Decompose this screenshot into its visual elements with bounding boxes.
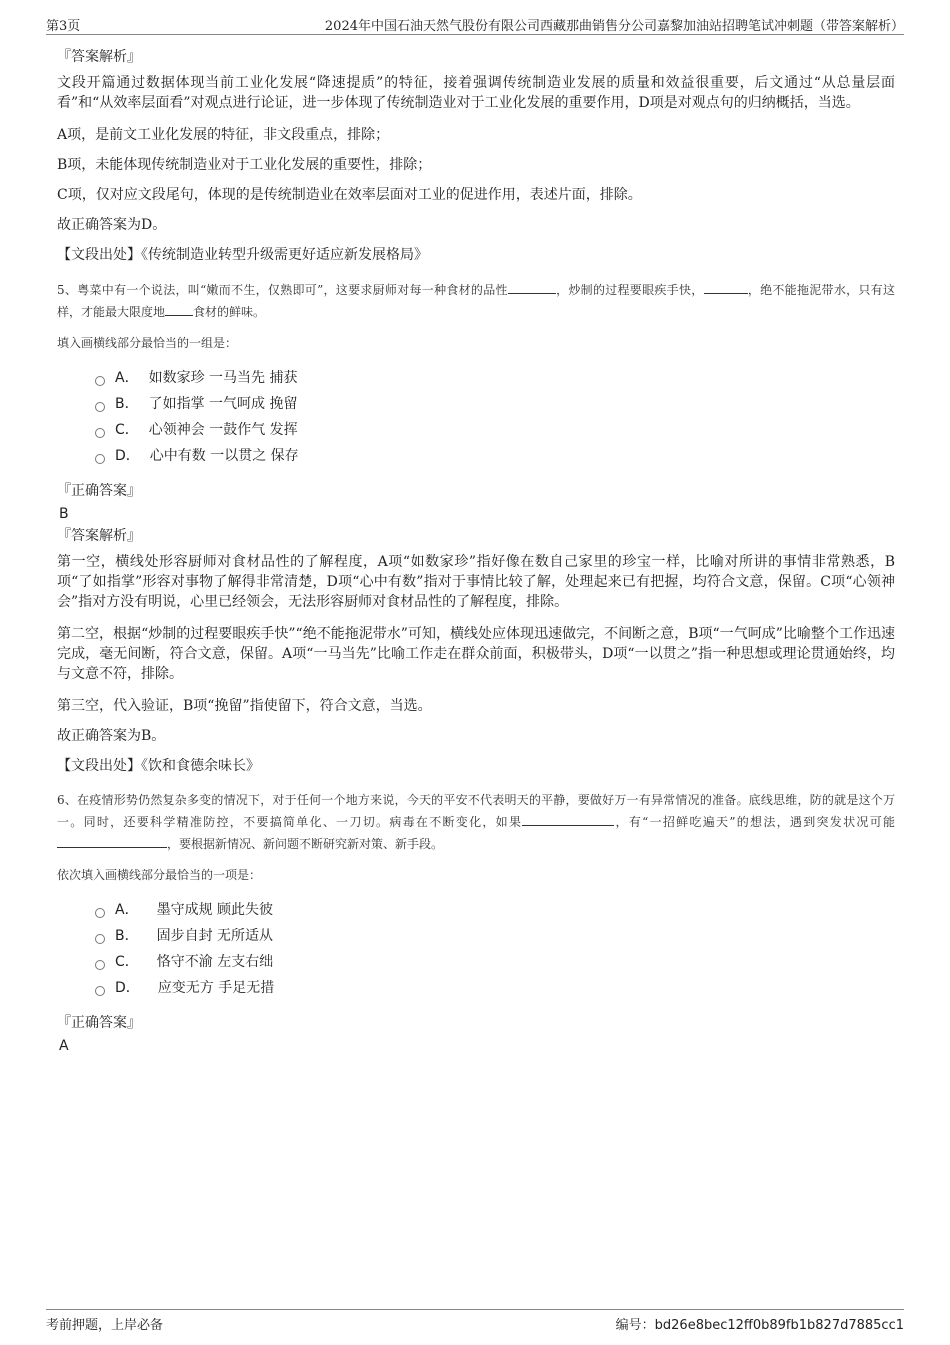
q6-blank-1 (522, 811, 614, 826)
radio-icon[interactable] (95, 376, 105, 386)
page-header (46, 14, 904, 35)
q5-prompt: 填入画横线部分最恰当的一组是： (57, 336, 238, 350)
document-body (57, 44, 895, 1057)
radio-icon[interactable] (95, 454, 105, 464)
q5-options (95, 365, 895, 469)
q4-analysis-a: A项，是前文工业化发展的特征，非文段重点，排除； (57, 127, 390, 143)
q5-source: 【文段出处】《饮和食德余味长》 (57, 758, 260, 774)
q4-conclusion: 故正确答案为D。 (57, 217, 167, 233)
q5-analysis-label: 『答案解析』 (57, 528, 141, 544)
q4-source: 【文段出处】《传统制造业转型升级需更好适应新发展格局》 (57, 247, 428, 263)
page-number: 第3页 (46, 19, 81, 34)
footer-code-value: bd26e8bec12ff0b89fb1b827d7885cc1 (654, 1318, 904, 1333)
q5-option-d[interactable]: D． 心中有数 一以贯之 保存 (95, 443, 895, 469)
q6-answer: A (59, 1038, 69, 1054)
q5-conclusion: 故正确答案为B。 (57, 728, 166, 744)
q6-option-d[interactable]: D． 应变无方 手足无措 (95, 975, 895, 1001)
q5-option-b[interactable]: B． 了如指掌 一气呵成 挽留 (95, 391, 895, 417)
q4-analysis-main: 文段开篇通过数据体现当前工业化发展“降速提质”的特征，接着强调传统制造业发展的质量和效益很重要，后文通过“从总量层面看”和“从效率层面看”对观点进行论证，进一步体现了传统制造业对于工业化发展的重要作用，D项是对观点句的归纳概括，当选。 (57, 75, 895, 111)
radio-icon[interactable] (95, 960, 105, 970)
q5-blank-1 (508, 279, 556, 294)
q6-answer-label: 『正确答案』 (57, 1015, 141, 1031)
q5-analysis-2: 第二空，根据“炒制的过程要眼疾手快”“绝不能拖泥带水”可知，横线处应体现迅速做完，不间断之意，B项“一气呵成”比喻整个工作迅速完成，毫无间断，符合文意，保留。A项“一马当先”比喻工作走在群众前面，积极带头，D项“一以贯之”指一种思想或理论贯通始终，均与文意不符，排除。 (57, 626, 895, 682)
page-footer (46, 1309, 904, 1332)
footer-code-label: 编号： (615, 1318, 655, 1333)
q6-options (95, 897, 895, 1001)
radio-icon[interactable] (95, 908, 105, 918)
q6-option-b[interactable]: B． 固步自封 无所适从 (95, 923, 895, 949)
footer-code (616, 1314, 904, 1333)
q5-option-a[interactable]: A． 如数家珍 一马当先 捕获 (95, 365, 895, 391)
q6-option-c[interactable]: C． 恪守不渝 左支右绌 (95, 949, 895, 975)
q5-answer: B (59, 506, 69, 522)
q5-analysis-3: 第三空，代入验证，B项“挽留”指使留下，符合文意，当选。 (57, 698, 432, 714)
radio-icon[interactable] (95, 402, 105, 412)
q6-option-a[interactable]: A． 墨守成规 顾此失彼 (95, 897, 895, 923)
q5-analysis-1: 第一空，横线处形容厨师对食材品性的了解程度，A项“如数家珍”指好像在数自己家里的珍宝一样，比喻对所讲的事情非常熟悉，B项“了如指掌”形容对事物了解得非常清楚，D项“心中有数”指对于事情比较了解，处理起来已有把握，均符合文意，保留。C项“心领神会”指对方没有明说，心里已经领会，无法形容厨师对食材品性的了解程度，排除。 (57, 554, 895, 610)
q5-answer-label: 『正确答案』 (57, 483, 141, 499)
q6-question: 6、在疫情形势仍然复杂多变的情况下，对于任何一个地方来说，今天的平安不代表明天的平静，要做好万一有异常情况的准备。底线思维，防的就是这个万一。同时，还要科学精准防控，不要搞简单化、一刀切。病毒在不断变化，如果 ，有“一招鲜吃遍天”的想法，遇到突发状况可能，要根据新情况、新问题不断研究新对策、新手段。 (57, 793, 895, 851)
radio-icon[interactable] (95, 986, 105, 996)
q5-option-c[interactable]: C． 心领神会 一鼓作气 发挥 (95, 417, 895, 443)
q4-analysis-label: 『答案解析』 (57, 49, 141, 65)
q6-blank-2 (57, 833, 167, 848)
radio-icon[interactable] (95, 934, 105, 944)
q5-blank-2 (704, 279, 748, 294)
q5-blank-3 (165, 301, 193, 316)
footer-slogan: 考前押题，上岸必备 (46, 1318, 164, 1333)
q4-analysis-b: B项，未能体现传统制造业对于工业化发展的重要性，排除； (57, 157, 432, 173)
q5-question: 5、粤菜中有一个说法，叫“嫩而不生，仅熟即可”，这要求厨师对每一种食材的品性 ，炒制的过程要眼疾手快， ，绝不能拖泥带水，只有这样，才能最大限度地 食材的鲜味。 (57, 279, 895, 323)
document-title: 2024年中国石油天然气股份有限公司西藏那曲销售分公司嘉黎加油站招聘笔试冲刺题（带答案解析） (324, 19, 904, 34)
q4-analysis-c: C项，仅对应文段尾句，体现的是传统制造业在效率层面对工业的促进作用，表述片面，排除。 (57, 187, 642, 203)
radio-icon[interactable] (95, 428, 105, 438)
q6-prompt: 依次填入画横线部分最恰当的一项是： (57, 868, 262, 882)
